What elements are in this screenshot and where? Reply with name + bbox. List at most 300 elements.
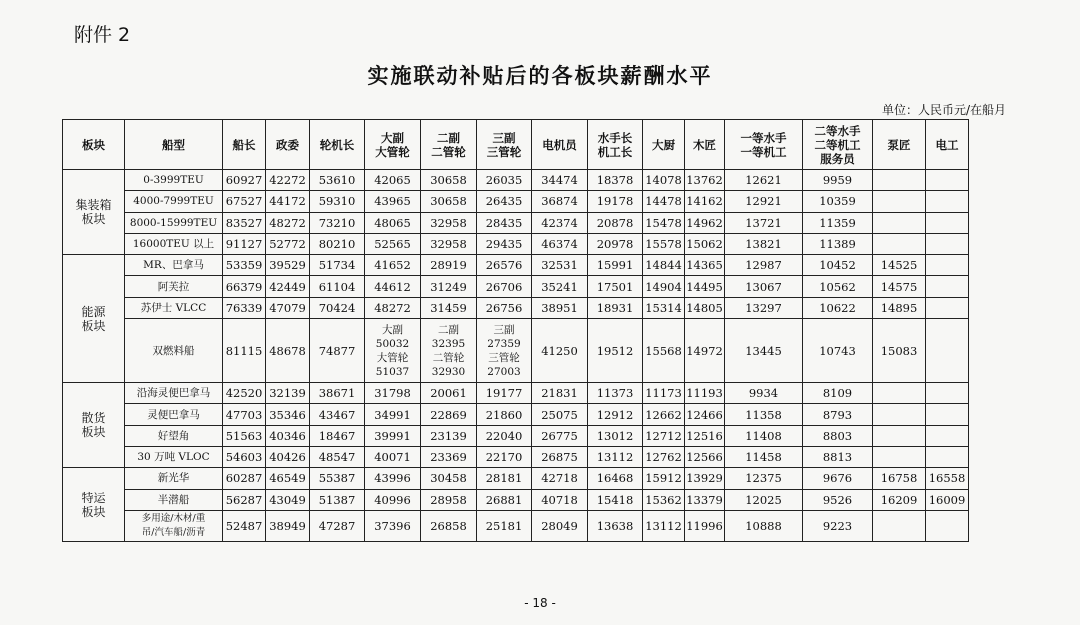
column-header-line: 轮机长 — [319, 137, 355, 152]
table-row — [63, 255, 969, 276]
value-cell: 47703 — [223, 404, 266, 425]
value-cell: 22170 — [477, 446, 532, 467]
value-cell: 46549 — [266, 468, 310, 489]
value-cell — [926, 404, 969, 425]
value-cell: 15362 — [643, 489, 685, 510]
value-cell: 25075 — [532, 404, 588, 425]
value-cell: 51563 — [223, 425, 266, 446]
value-cell: 47287 — [310, 510, 365, 541]
value-cell-line: 32930 — [431, 365, 466, 378]
value-cell: 12375 — [725, 468, 803, 489]
column-header — [725, 120, 803, 170]
value-cell: 12516 — [685, 425, 725, 446]
value-cell: 26035 — [477, 170, 532, 191]
ship-type: 新光华 — [125, 468, 223, 489]
value-cell-line: 27359 — [487, 337, 521, 350]
value-cell — [873, 446, 926, 467]
value-cell — [873, 510, 926, 541]
value-cell: 54603 — [223, 446, 266, 467]
value-cell: 15062 — [685, 233, 725, 254]
value-cell: 28435 — [477, 212, 532, 233]
value-cell: 12662 — [643, 404, 685, 425]
value-cell: 43996 — [365, 468, 421, 489]
value-cell-line: 50032 — [375, 337, 410, 350]
value-cell: 46374 — [532, 233, 588, 254]
value-cell: 11389 — [803, 233, 873, 254]
value-cell: 51734 — [310, 255, 365, 276]
value-cell — [873, 170, 926, 191]
value-cell: 10359 — [803, 191, 873, 212]
value-cell — [926, 276, 969, 297]
column-header — [873, 120, 926, 170]
value-cell: 43049 — [266, 489, 310, 510]
value-cell — [873, 233, 926, 254]
value-cell: 26706 — [477, 276, 532, 297]
column-header-line: 大管轮 — [375, 144, 410, 159]
value-cell — [873, 212, 926, 233]
value-cell: 52565 — [365, 233, 421, 254]
column-header — [532, 120, 588, 170]
value-cell: 39529 — [266, 255, 310, 276]
value-cell: 23139 — [421, 425, 477, 446]
column-header-line: 一等水手 — [740, 130, 787, 145]
value-cell-line: 32395 — [431, 337, 466, 350]
value-cell: 13379 — [685, 489, 725, 510]
value-cell — [873, 404, 926, 425]
value-cell: 31459 — [421, 297, 477, 318]
table-row — [63, 510, 969, 541]
value-cell: 14575 — [873, 276, 926, 297]
value-cell: 40426 — [266, 446, 310, 467]
value-cell: 13721 — [725, 212, 803, 233]
value-cell: 41652 — [365, 255, 421, 276]
value-cell: 28049 — [532, 510, 588, 541]
value-cell: 32139 — [266, 383, 310, 404]
ship-type: 灵便巴拿马 — [125, 404, 223, 425]
value-cell: 40996 — [365, 489, 421, 510]
value-cell: 10888 — [725, 510, 803, 541]
value-cell: 80210 — [310, 233, 365, 254]
column-header — [926, 120, 969, 170]
value-cell: 15568 — [643, 319, 685, 383]
value-cell-line: 二副 — [438, 323, 459, 336]
column-header-line: 水手长 — [597, 130, 633, 145]
value-cell: 10622 — [803, 297, 873, 318]
value-cell: 41250 — [532, 319, 588, 383]
ship-type: 好望角 — [125, 425, 223, 446]
value-cell: 31249 — [421, 276, 477, 297]
value-cell: 21831 — [532, 383, 588, 404]
value-cell: 55387 — [310, 468, 365, 489]
value-cell: 15418 — [588, 489, 643, 510]
ship-type: MR、巴拿马 — [125, 255, 223, 276]
unit-note: 单位：人民币元/在船月 — [881, 103, 1006, 117]
column-header — [803, 120, 873, 170]
value-cell: 9934 — [725, 383, 803, 404]
table-row — [63, 404, 969, 425]
document-title: 实施联动补贴后的各板块薪酬水平 — [367, 64, 713, 88]
table-row — [63, 319, 969, 383]
ship-type: 8000-15999TEU — [125, 212, 223, 233]
value-cell: 13445 — [725, 319, 803, 383]
value-cell — [926, 212, 969, 233]
value-cell: 18467 — [310, 425, 365, 446]
table-row — [63, 233, 969, 254]
value-cell: 36874 — [532, 191, 588, 212]
column-header-line: 木匠 — [693, 137, 716, 152]
column-header-line: 二等水手 — [814, 123, 861, 138]
value-cell: 30658 — [421, 170, 477, 191]
value-cell: 11358 — [725, 404, 803, 425]
value-cell: 12987 — [725, 255, 803, 276]
value-cell: 40071 — [365, 446, 421, 467]
column-header — [421, 120, 477, 170]
value-cell: 26576 — [477, 255, 532, 276]
value-cell: 16209 — [873, 489, 926, 510]
value-cell: 16009 — [926, 489, 969, 510]
column-header-line: 一等机工 — [740, 144, 787, 159]
value-cell: 14844 — [643, 255, 685, 276]
column-header — [477, 120, 532, 170]
column-header-line: 三管轮 — [486, 144, 522, 159]
value-cell: 11996 — [685, 510, 725, 541]
table-row — [63, 446, 969, 467]
value-cell: 60287 — [223, 468, 266, 489]
value-cell: 42718 — [532, 468, 588, 489]
value-cell — [873, 383, 926, 404]
value-cell: 14904 — [643, 276, 685, 297]
value-cell: 12466 — [685, 404, 725, 425]
value-cell-line: 二管轮 — [432, 351, 465, 364]
value-cell: 14478 — [643, 191, 685, 212]
column-header-line: 板块 — [82, 137, 105, 152]
value-cell: 20878 — [588, 212, 643, 233]
value-cell-line: 三副 — [493, 323, 515, 336]
value-cell: 47079 — [266, 297, 310, 318]
segment-label-line: 板块 — [81, 425, 106, 440]
value-cell: 73210 — [310, 212, 365, 233]
value-cell: 28958 — [421, 489, 477, 510]
column-header-line: 二副 — [437, 130, 460, 145]
value-cell: 26435 — [477, 191, 532, 212]
page-number: - 18 - — [524, 596, 556, 610]
value-cell: 38949 — [266, 510, 310, 541]
value-cell: 13821 — [725, 233, 803, 254]
ship-type: 苏伊士 VLCC — [125, 297, 223, 318]
ship-type: 半潜船 — [125, 489, 223, 510]
value-cell: 51387 — [310, 489, 365, 510]
value-cell: 18378 — [588, 170, 643, 191]
value-cell — [926, 191, 969, 212]
value-cell: 20061 — [421, 383, 477, 404]
segment-label-line: 特运 — [81, 490, 106, 505]
value-cell: 12621 — [725, 170, 803, 191]
column-header — [588, 120, 643, 170]
value-cell: 13638 — [588, 510, 643, 541]
segment-label — [63, 255, 125, 383]
value-cell: 15083 — [873, 319, 926, 383]
ship-type: 阿芙拉 — [125, 276, 223, 297]
value-cell: 8813 — [803, 446, 873, 467]
value-cell: 42374 — [532, 212, 588, 233]
value-cell: 19177 — [477, 383, 532, 404]
column-header-line: 服务员 — [820, 151, 855, 166]
value-cell: 11408 — [725, 425, 803, 446]
value-cell — [926, 319, 969, 383]
value-cell: 67527 — [223, 191, 266, 212]
value-cell: 10562 — [803, 276, 873, 297]
column-header-line: 机工长 — [597, 144, 633, 159]
segment-label — [63, 170, 125, 255]
value-cell: 59310 — [310, 191, 365, 212]
segment-label-line: 集装箱 — [75, 198, 112, 213]
value-cell: 11458 — [725, 446, 803, 467]
column-header-line: 政委 — [276, 137, 299, 152]
column-header — [685, 120, 725, 170]
value-cell: 12762 — [643, 446, 685, 467]
table-row — [63, 468, 969, 489]
value-cell: 13762 — [685, 170, 725, 191]
ship-type-line: 多用途/木材/重 — [141, 512, 206, 524]
table-row — [63, 489, 969, 510]
value-cell: 76339 — [223, 297, 266, 318]
column-header — [310, 120, 365, 170]
value-cell: 23369 — [421, 446, 477, 467]
value-cell: 16468 — [588, 468, 643, 489]
value-cell — [873, 425, 926, 446]
column-header-line: 电工 — [935, 137, 959, 152]
value-cell: 22040 — [477, 425, 532, 446]
value-cell: 31798 — [365, 383, 421, 404]
value-cell: 43467 — [310, 404, 365, 425]
value-cell — [926, 255, 969, 276]
value-cell: 9526 — [803, 489, 873, 510]
value-cell: 20978 — [588, 233, 643, 254]
value-cell: 32531 — [532, 255, 588, 276]
value-cell: 39991 — [365, 425, 421, 446]
table-row — [63, 170, 969, 191]
value-cell: 38951 — [532, 297, 588, 318]
value-cell: 48272 — [266, 212, 310, 233]
value-cell: 19512 — [588, 319, 643, 383]
value-cell: 28181 — [477, 468, 532, 489]
value-cell: 32958 — [421, 233, 477, 254]
ship-type: 30 万吨 VLOC — [125, 446, 223, 467]
value-cell: 44172 — [266, 191, 310, 212]
table-row — [63, 425, 969, 446]
value-cell: 14365 — [685, 255, 725, 276]
segment-label-line: 板块 — [81, 504, 106, 519]
value-cell: 35346 — [266, 404, 310, 425]
table-row — [63, 297, 969, 318]
value-cell: 53359 — [223, 255, 266, 276]
value-cell: 38671 — [310, 383, 365, 404]
value-cell — [926, 297, 969, 318]
value-cell — [365, 319, 421, 383]
value-cell: 53610 — [310, 170, 365, 191]
value-cell: 26875 — [532, 446, 588, 467]
column-header — [223, 120, 266, 170]
value-cell: 11373 — [588, 383, 643, 404]
value-cell: 13067 — [725, 276, 803, 297]
value-cell: 30458 — [421, 468, 477, 489]
attachment-label: 附件 2 — [74, 24, 131, 46]
value-cell: 42449 — [266, 276, 310, 297]
value-cell: 26775 — [532, 425, 588, 446]
value-cell: 70424 — [310, 297, 365, 318]
value-cell: 61104 — [310, 276, 365, 297]
value-cell — [421, 319, 477, 383]
value-cell: 9676 — [803, 468, 873, 489]
value-cell: 43965 — [365, 191, 421, 212]
ship-type: 0-3999TEU — [125, 170, 223, 191]
column-header-line: 二管轮 — [431, 144, 466, 159]
value-cell: 8109 — [803, 383, 873, 404]
value-cell: 60927 — [223, 170, 266, 191]
value-cell-line: 51037 — [375, 365, 410, 378]
value-cell: 12921 — [725, 191, 803, 212]
value-cell-line: 三管轮 — [488, 351, 520, 364]
value-cell: 11359 — [803, 212, 873, 233]
value-cell: 12712 — [643, 425, 685, 446]
value-cell: 15478 — [643, 212, 685, 233]
value-cell: 13112 — [643, 510, 685, 541]
value-cell: 14972 — [685, 319, 725, 383]
segment-label — [63, 383, 125, 468]
segment-label-line: 散货 — [81, 411, 106, 426]
value-cell: 48065 — [365, 212, 421, 233]
value-cell: 14962 — [685, 212, 725, 233]
table-row — [63, 383, 969, 404]
value-cell — [926, 510, 969, 541]
value-cell: 15578 — [643, 233, 685, 254]
value-cell — [926, 383, 969, 404]
value-cell: 35241 — [532, 276, 588, 297]
value-cell: 9223 — [803, 510, 873, 541]
value-cell: 16758 — [873, 468, 926, 489]
value-cell: 81115 — [223, 319, 266, 383]
value-cell: 13929 — [685, 468, 725, 489]
column-header — [125, 120, 223, 170]
value-cell: 12566 — [685, 446, 725, 467]
value-cell — [873, 191, 926, 212]
value-cell — [926, 446, 969, 467]
value-cell: 26858 — [421, 510, 477, 541]
value-cell — [926, 233, 969, 254]
value-cell: 52772 — [266, 233, 310, 254]
ship-type: 4000-7999TEU — [125, 191, 223, 212]
column-header-line: 大厨 — [652, 137, 675, 152]
value-cell: 56287 — [223, 489, 266, 510]
segment-label-line: 板块 — [81, 212, 106, 227]
column-header — [643, 120, 685, 170]
table-row — [63, 276, 969, 297]
column-header-line: 大副 — [381, 130, 404, 145]
value-cell: 42065 — [365, 170, 421, 191]
value-cell: 8803 — [803, 425, 873, 446]
ship-type — [125, 510, 223, 541]
column-header — [365, 120, 421, 170]
value-cell: 18931 — [588, 297, 643, 318]
value-cell — [926, 170, 969, 191]
value-cell: 26881 — [477, 489, 532, 510]
value-cell: 13112 — [588, 446, 643, 467]
ship-type: 沿海灵便巴拿马 — [125, 383, 223, 404]
value-cell: 15912 — [643, 468, 685, 489]
value-cell: 14078 — [643, 170, 685, 191]
segment-label-line: 能源 — [81, 304, 106, 319]
value-cell: 9959 — [803, 170, 873, 191]
value-cell: 40346 — [266, 425, 310, 446]
value-cell: 14495 — [685, 276, 725, 297]
column-header-line: 电机员 — [542, 137, 577, 152]
value-cell: 21860 — [477, 404, 532, 425]
value-cell: 83527 — [223, 212, 266, 233]
value-cell: 34474 — [532, 170, 588, 191]
value-cell: 48547 — [310, 446, 365, 467]
value-cell: 37396 — [365, 510, 421, 541]
column-header-line: 泵匠 — [887, 137, 911, 152]
value-cell-line: 大副 — [382, 323, 403, 336]
value-cell — [477, 319, 532, 383]
value-cell: 25181 — [477, 510, 532, 541]
value-cell-line: 大管轮 — [376, 351, 409, 364]
value-cell: 48678 — [266, 319, 310, 383]
value-cell: 26756 — [477, 297, 532, 318]
value-cell: 29435 — [477, 233, 532, 254]
value-cell: 12912 — [588, 404, 643, 425]
segment-label-line: 板块 — [81, 318, 106, 333]
value-cell: 15314 — [643, 297, 685, 318]
value-cell: 91127 — [223, 233, 266, 254]
value-cell: 22869 — [421, 404, 477, 425]
column-header-line: 船型 — [162, 137, 185, 152]
value-cell: 14162 — [685, 191, 725, 212]
value-cell: 66379 — [223, 276, 266, 297]
segment-label — [63, 468, 125, 542]
table-row — [63, 212, 969, 233]
header-row — [63, 120, 969, 170]
value-cell — [926, 425, 969, 446]
value-cell-line: 27003 — [487, 365, 521, 378]
value-cell: 11173 — [643, 383, 685, 404]
value-cell: 17501 — [588, 276, 643, 297]
value-cell: 8793 — [803, 404, 873, 425]
column-header — [266, 120, 310, 170]
column-header-line: 三副 — [492, 130, 516, 145]
value-cell: 16558 — [926, 468, 969, 489]
salary-table — [62, 119, 969, 542]
value-cell: 12025 — [725, 489, 803, 510]
value-cell: 13297 — [725, 297, 803, 318]
ship-type-line: 吊/汽车船/沥青 — [141, 526, 206, 538]
value-cell: 11193 — [685, 383, 725, 404]
ship-type: 16000TEU 以上 — [125, 233, 223, 254]
value-cell: 52487 — [223, 510, 266, 541]
value-cell: 28919 — [421, 255, 477, 276]
value-cell: 74877 — [310, 319, 365, 383]
ship-type: 双燃料船 — [125, 319, 223, 383]
value-cell: 13012 — [588, 425, 643, 446]
value-cell: 44612 — [365, 276, 421, 297]
value-cell: 32958 — [421, 212, 477, 233]
value-cell: 14525 — [873, 255, 926, 276]
table-row — [63, 191, 969, 212]
value-cell: 14805 — [685, 297, 725, 318]
value-cell: 10452 — [803, 255, 873, 276]
value-cell: 40718 — [532, 489, 588, 510]
value-cell: 42272 — [266, 170, 310, 191]
